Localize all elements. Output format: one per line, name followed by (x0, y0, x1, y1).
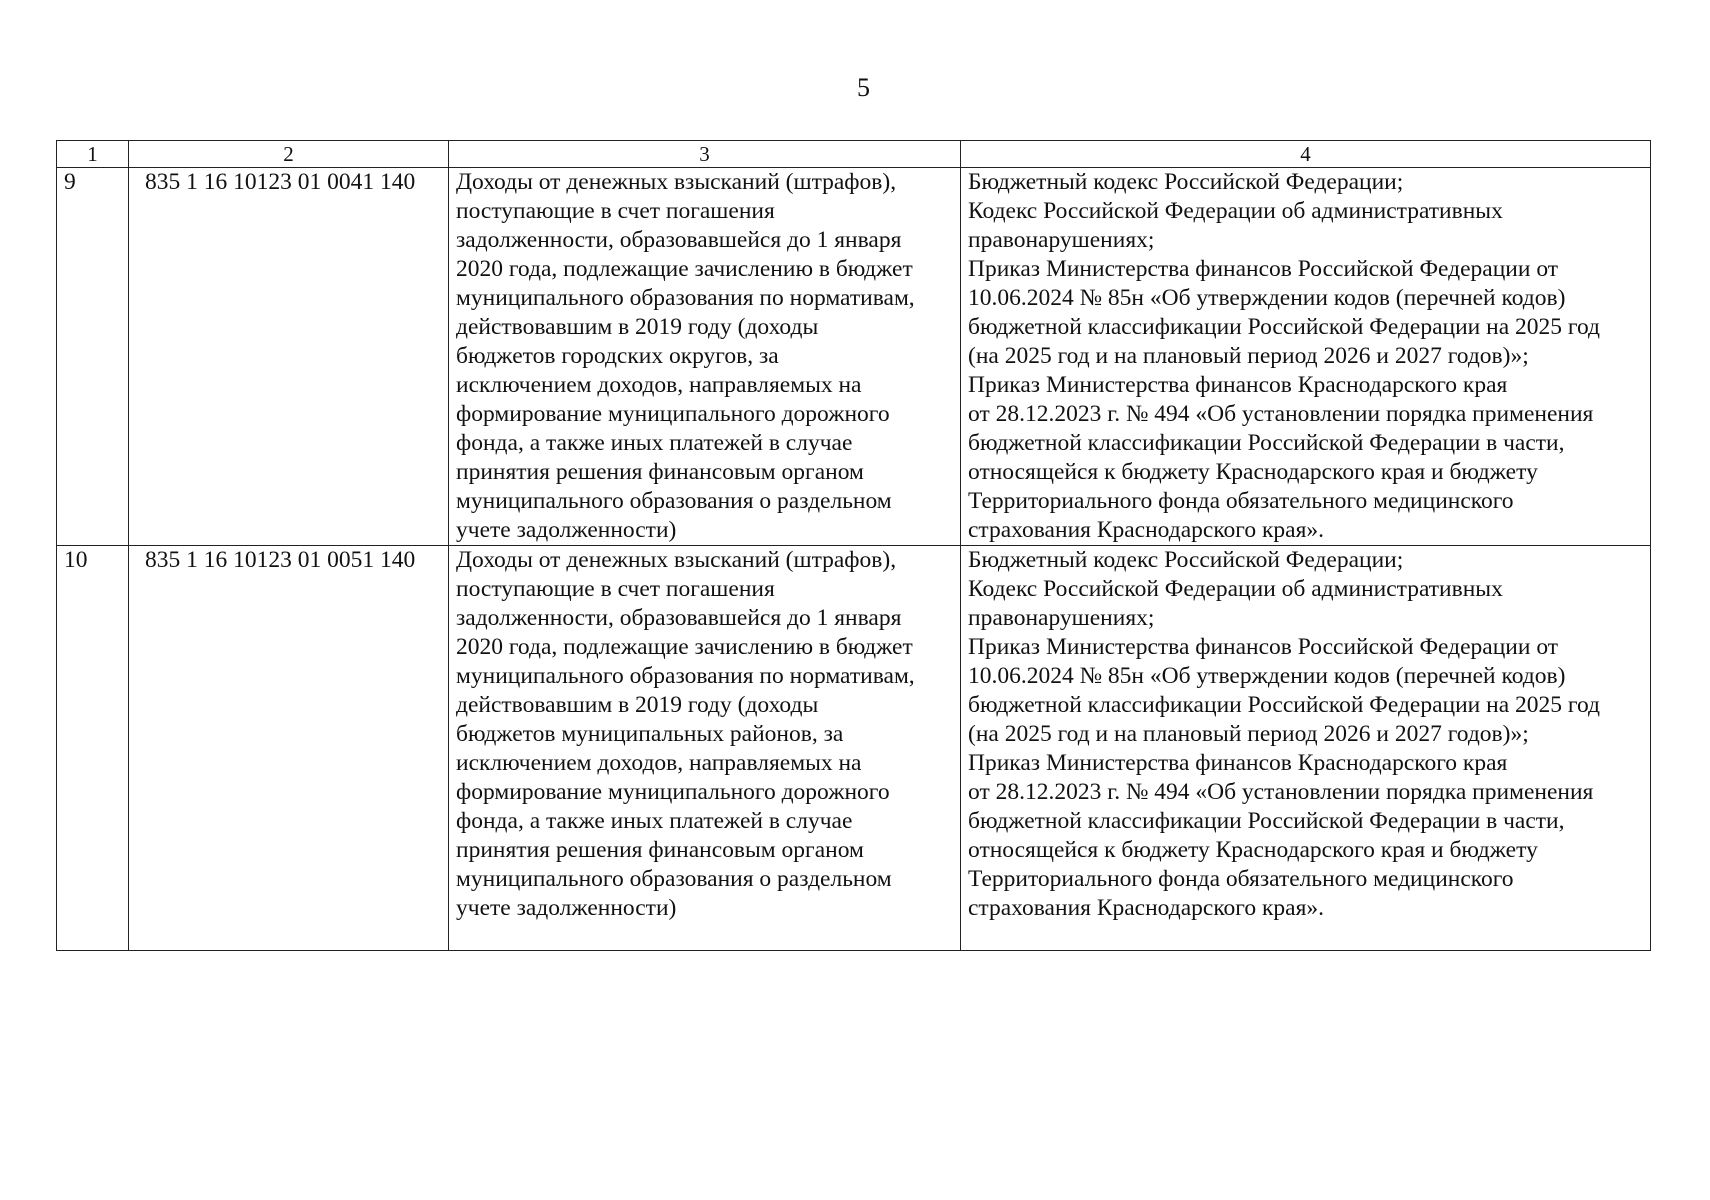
text-line: формирование муниципального дорожного (456, 779, 890, 805)
text-line: действовавшим в 2019 году (доходы (456, 692, 819, 718)
text-line: от 28.12.2023 г. № 494 «Об установлении порядка применения (968, 779, 1594, 805)
text-line: Приказ Министерства финансов Российской Федерации от (968, 634, 1559, 660)
text-line: страхования Краснодарского края». (968, 517, 1325, 543)
text-line: муниципального образования о раздельном (456, 866, 892, 892)
text-line: бюджетов муниципальных районов, за (456, 721, 844, 747)
text-line: относящейся к бюджету Краснодарского края и бюджету (968, 837, 1538, 863)
text-line: Кодекс Российской Федерации об административных (968, 198, 1503, 224)
table-row (57, 546, 1651, 951)
text-line: поступающие в счет погашения (456, 576, 775, 602)
table-header-row (57, 141, 1651, 168)
income-description (449, 168, 961, 546)
text-line: поступающие в счет погашения (456, 198, 775, 224)
row-number: 10 (57, 546, 129, 951)
text-line: Бюджетный кодекс Российской Федерации; (968, 547, 1404, 573)
text-line: учете задолженности) (456, 517, 677, 543)
text-line: бюджетной классификации Российской Федерации на 2025 год (968, 692, 1600, 718)
budget-code: 835 1 16 10123 01 0041 140 (129, 168, 449, 546)
column-header-4: 4 (961, 141, 1651, 168)
text-line: задолженности, образовавшейся до 1 января (456, 227, 902, 253)
text-line: формирование муниципального дорожного (456, 401, 890, 427)
page-number: 5 (857, 73, 870, 102)
text-line: муниципального образования по нормативам, (456, 663, 915, 689)
text-line: Бюджетный кодекс Российской Федерации; (968, 169, 1404, 195)
text-line: Приказ Министерства финансов Краснодарского края (968, 372, 1508, 398)
text-line: от 28.12.2023 г. № 494 «Об установлении порядка применения (968, 401, 1594, 427)
text-line: 10.06.2024 № 85н «Об утверждении кодов (перечней кодов) (968, 663, 1566, 689)
legal-basis (961, 168, 1651, 546)
text-line: правонарушениях; (968, 227, 1155, 253)
column-header-3: 3 (449, 141, 961, 168)
text-line: 2020 года, подлежащие зачислению в бюджет (456, 634, 913, 660)
text-line: фонда, а также иных платежей в случае (456, 808, 853, 834)
text-line: действовавшим в 2019 году (доходы (456, 314, 819, 340)
text-line: Приказ Министерства финансов Российской Федерации от (968, 256, 1559, 282)
text-line: муниципального образования по нормативам, (456, 285, 915, 311)
column-header-2: 2 (129, 141, 449, 168)
text-line: принятия решения финансовым органом (456, 459, 864, 485)
budget-code-table (56, 140, 1651, 951)
budget-code: 835 1 16 10123 01 0051 140 (129, 546, 449, 951)
text-line: бюджетной классификации Российской Федерации на 2025 год (968, 314, 1600, 340)
row-number: 9 (57, 168, 129, 546)
income-description (449, 546, 961, 951)
text-line: Доходы от денежных взысканий (штрафов), (456, 169, 897, 195)
text-line: бюджетов городских округов, за (456, 343, 779, 369)
text-line: муниципального образования о раздельном (456, 488, 892, 514)
text-line: Приказ Министерства финансов Краснодарского края (968, 750, 1508, 776)
text-line: Кодекс Российской Федерации об административных (968, 576, 1503, 602)
text-line: принятия решения финансовым органом (456, 837, 864, 863)
text-line: (на 2025 год и на плановый период 2026 и 2027 годов)»; (968, 721, 1529, 747)
text-line: фонда, а также иных платежей в случае (456, 430, 853, 456)
column-header-1: 1 (57, 141, 129, 168)
text-line: бюджетной классификации Российской Федерации в части, (968, 430, 1565, 456)
legal-basis (961, 546, 1651, 951)
text-line: Территориального фонда обязательного медицинского (968, 866, 1514, 892)
text-line: исключением доходов, направляемых на (456, 750, 862, 776)
text-line: 2020 года, подлежащие зачислению в бюджет (456, 256, 913, 282)
text-line: страхования Краснодарского края». (968, 895, 1325, 921)
text-line: задолженности, образовавшейся до 1 января (456, 605, 902, 631)
text-line: Доходы от денежных взысканий (штрафов), (456, 547, 897, 573)
text-line: исключением доходов, направляемых на (456, 372, 862, 398)
text-line: учете задолженности) (456, 895, 677, 921)
table-row (57, 168, 1651, 546)
text-line: бюджетной классификации Российской Федерации в части, (968, 808, 1565, 834)
text-line: 10.06.2024 № 85н «Об утверждении кодов (перечней кодов) (968, 285, 1566, 311)
text-line: (на 2025 год и на плановый период 2026 и 2027 годов)»; (968, 343, 1529, 369)
text-line: относящейся к бюджету Краснодарского края и бюджету (968, 459, 1538, 485)
text-line: Территориального фонда обязательного медицинского (968, 488, 1514, 514)
text-line: правонарушениях; (968, 605, 1155, 631)
